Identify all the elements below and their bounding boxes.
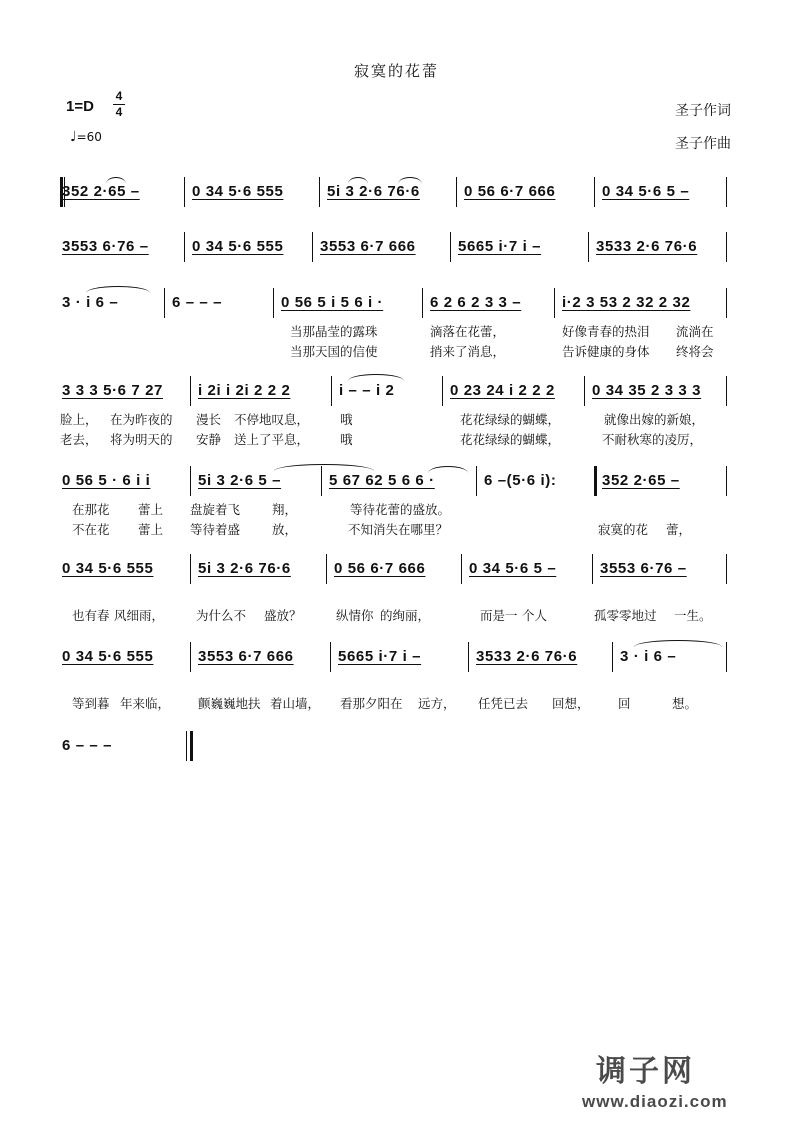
lyric: 等到暮 [72,696,110,711]
measure: 3 · i 6 – [620,648,677,665]
measure: 0 56 6·7 666 [334,560,426,577]
lyric: 将为明天的 [110,432,173,447]
lyric: 捎来了消息， [430,344,506,359]
measure: 0 56 5 · 6 i i [62,472,151,489]
lyric: 颤巍巍地扶 [198,696,261,711]
lyric: 哦 [340,432,353,447]
lyric: 远方， [418,696,456,711]
quarter-note-icon: ♩ [70,129,77,145]
lyric: 不在花 [72,522,110,537]
lyric: 回 [618,696,631,711]
lyric: 终将会 [676,344,714,359]
tempo-value: =60 [76,130,102,144]
lyrics-verse-1 [58,606,728,622]
lyric: 花花绿绿的蝴蝶， [460,432,561,447]
tie [428,466,468,473]
lyric: 告诉健康的身体 [562,344,650,359]
lyric: 不耐秋寒的凌厉， [602,432,703,447]
measure: 6 – – – [62,737,113,754]
measure: 0 34 5·6 555 [62,648,154,665]
lyrics-verse-1 [58,322,728,338]
measure: 3553 6·76 – [600,560,687,577]
tie [348,177,368,184]
lyric: 也有春 [72,608,110,623]
lyric: 个人 [522,608,548,623]
lyric: 风细雨， [114,608,165,623]
tie [634,640,722,647]
lyricist-credit: 圣子作词 [675,103,731,119]
time-signature [113,90,125,119]
tempo-mark [70,129,102,145]
lyric: 等待花蕾的盛放。 [350,502,451,517]
lyrics-verse-2 [58,342,728,358]
lyric: 好像青春的热泪 [562,324,650,339]
lyrics-verse-2 [58,430,728,446]
lyric: 哦 [340,412,353,427]
lyrics-verse-2 [58,520,728,536]
key-signature: 1=D [66,98,94,115]
lyrics-verse-1 [58,410,728,426]
lyric: 蕾上 [138,522,164,537]
measure: 0 56 6·7 666 [464,183,556,200]
measure: 3 3 3 5·6 7 27 [62,382,163,399]
composer-credit: 圣子作曲 [675,136,731,152]
lyric: 任凭已去 [478,696,529,711]
measure: 0 34 5·6 5 – [469,560,557,577]
lyric: 想。 [672,696,698,711]
measure: 5 67 62 5 6 6 · [329,472,435,489]
lyric: 蕾， [666,522,692,537]
lyric: 一生。 [674,608,712,623]
lyric: 花花绿绿的蝴蝶， [460,412,561,427]
lyrics-verse-1 [58,694,728,710]
measure: 0 34 5·6 555 [62,560,154,577]
lyric: 蕾上 [138,502,164,517]
measure: 5665 i·7 i – [458,238,542,255]
lyric: 放， [272,522,298,537]
measure: 0 34 5·6 555 [192,183,284,200]
lyric: 当那天国的信使 [290,344,378,359]
lyric: 等待着盛 [190,522,241,537]
lyric: 送上了平息， [234,432,310,447]
tie [86,286,150,293]
measure: 3533 2·6 76·6 [476,648,578,665]
lyric: 着山墙， [270,696,321,711]
lyric: 滴落在花蕾， [430,324,506,339]
measure: 0 34 35 2 3 3 3 [592,382,702,399]
measure: 5i 3 2·6 76·6 [198,560,291,577]
tie [348,374,404,381]
lyric: 漫长 [196,412,222,427]
measure: 0 23 24 i 2 2 2 [450,382,555,399]
lyric: 就像出嫁的新娘， [604,412,705,427]
lyric: 年来临， [120,696,171,711]
lyric: 脸上， [60,412,98,427]
lyric: 在那花 [72,502,110,517]
measure: 0 34 5·6 555 [192,238,284,255]
measure: 6 2 6 2 3 3 – [430,294,522,311]
measure: 5i 3 2·6 5 – [198,472,282,489]
time-sig-top: 4 [115,89,123,103]
measure: 6 –(5·6 i): [484,472,557,489]
lyric: 盛放？ [264,608,302,623]
lyric: 纵情你 [336,608,374,623]
lyric: 的绚丽， [380,608,431,623]
measure: i – – i 2 [339,382,395,399]
lyric: 当那晶莹的露珠 [290,324,378,339]
lyrics-verse-1 [58,500,728,516]
lyric: 安静 [196,432,222,447]
lyric: 不知消失在哪里？ [348,522,449,537]
lyric: 寂寞的花 [598,522,649,537]
lyric: 孤零零地过 [594,608,657,623]
measure: 0 34 5·6 5 – [602,183,690,200]
measure: 3553 6·7 666 [320,238,416,255]
measure: 3 · i 6 – [62,294,119,311]
lyric: 盘旋着飞 [190,502,241,517]
lyric: 回想， [552,696,590,711]
measure: i·2 3 53 2 32 2 32 [562,294,691,311]
lyric: 看那夕阳在 [340,696,403,711]
measure: 5665 i·7 i – [338,648,422,665]
measure: 6 – – – [172,294,223,311]
measure: 5i 3 2·6 76·6 [327,183,420,200]
site-url: www.diaozi.com [582,1092,728,1111]
measure: 3533 2·6 76·6 [596,238,698,255]
tie [274,464,374,471]
measure: 3553 6·76 – [62,238,149,255]
lyric: 不停地叹息， [234,412,310,427]
tie [398,177,422,184]
lyric: 老去， [60,432,98,447]
score-title: 寂寞的花蕾 [353,62,439,80]
lyric: 而是一 [480,608,518,623]
lyric: 流淌在 [676,324,714,339]
measure: i 2i i 2i 2 2 2 [198,382,291,399]
measure: 352 2·65 – [602,472,680,489]
lyric: 为什么不 [196,608,247,623]
measure: 352 2·65 – [62,183,140,200]
lyric: 在为昨夜的 [110,412,173,427]
measure: 0 56 5 i 5 6 i · [281,294,384,311]
tie [106,177,126,184]
time-sig-bottom: 4 [115,105,123,119]
site-logo: 调子网 [596,1054,695,1089]
lyric: 翔， [272,502,298,517]
measure: 3553 6·7 666 [198,648,294,665]
